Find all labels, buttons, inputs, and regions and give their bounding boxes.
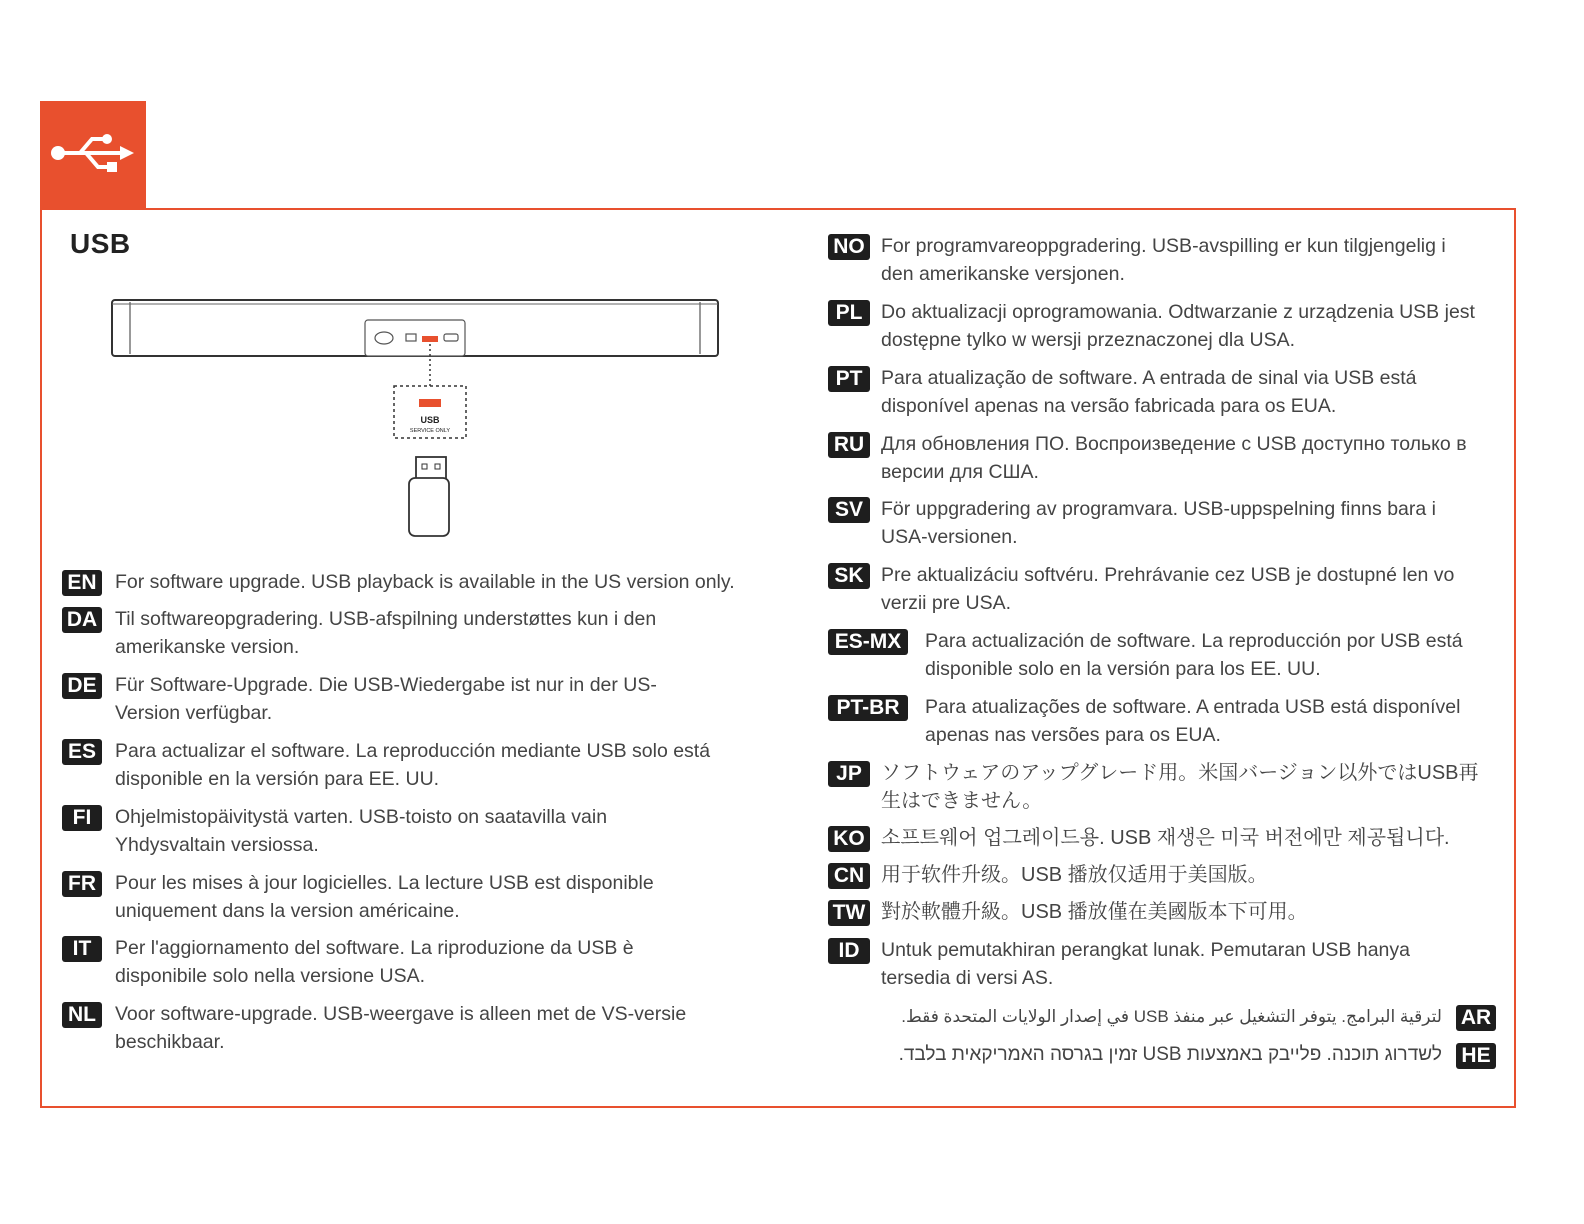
entry-text: Para atualizações de software. A entrada USB está disponível bbox=[925, 696, 1461, 718]
entry-text: لترقية البرامج. يتوفر التشغيل عبر منفذ USB في إصدار الولايات المتحدة فقط. bbox=[901, 1007, 1442, 1026]
entry-text: För uppgradering av programvara. USB-uppspelning finns bara i bbox=[881, 498, 1436, 520]
lang-code-badge: PT-BR bbox=[828, 695, 908, 721]
soundbar-usb-diagram bbox=[108, 292, 728, 542]
lang-code-badge: DA bbox=[62, 607, 102, 633]
entry-text: לשדרוג תוכנה. פלייבק באמצעות USB זמין בגרסה האמריקאית בלבד. bbox=[898, 1044, 1442, 1065]
lang-code-badge: ES-MX bbox=[828, 629, 908, 655]
entry-text-cont: den amerikanske versjonen. bbox=[881, 263, 1125, 285]
lang-code-badge: FR bbox=[62, 871, 102, 897]
entry-it bbox=[62, 936, 634, 990]
entry-text: Do aktualizacji oprogramowania. Odtwarzanie z urządzenia USB jest bbox=[881, 301, 1475, 323]
entry-text-cont: verzii pre USA. bbox=[881, 592, 1012, 614]
entry-text: 用于软件升级。USB 播放仅适用于美国版。 bbox=[881, 864, 1268, 886]
entry-pl bbox=[828, 300, 1475, 354]
entry-text: Для обновления ПО. Воспроизведение с USB доступно только в bbox=[881, 433, 1467, 455]
lang-code-badge: HE bbox=[1456, 1043, 1496, 1069]
entry-text: Para atualização de software. A entrada de sinal via USB está bbox=[881, 367, 1417, 389]
entry-text: Para actualización de software. La reproducción por USB está bbox=[925, 630, 1463, 652]
usb-icon bbox=[40, 101, 146, 208]
entry-text: Pre aktualizáciu softvéru. Prehrávanie cez USB je dostupné len vo bbox=[881, 564, 1455, 586]
entry-text: Untuk pemutakhiran perangkat lunak. Pemutaran USB hanya bbox=[881, 939, 1410, 961]
entry-en bbox=[62, 570, 735, 596]
entry-text: Für Software-Upgrade. Die USB-Wiedergabe ist nur in der US- bbox=[115, 674, 657, 696]
entry-text-cont: disponible en la versión para EE. UU. bbox=[115, 768, 440, 790]
entry-ru bbox=[828, 432, 1467, 486]
entry-text: 對於軟體升級。USB 播放僅在美國版本下可用。 bbox=[881, 901, 1308, 923]
entry-text-cont: disponível apenas na versão fabricada para os EUA. bbox=[881, 395, 1337, 417]
lang-code-badge: TW bbox=[828, 900, 870, 926]
entry-ar bbox=[901, 1005, 1496, 1031]
lang-code-badge: ES bbox=[62, 739, 102, 765]
entry-text-cont: amerikanske version. bbox=[115, 636, 300, 658]
entry-de bbox=[62, 673, 657, 727]
entry-cn bbox=[828, 863, 1268, 889]
entry-no bbox=[828, 234, 1446, 288]
lang-code-badge: DE bbox=[62, 673, 102, 699]
entry-pt bbox=[828, 366, 1417, 420]
entry-text-cont: USA-versionen. bbox=[881, 526, 1018, 548]
entry-text: For programvareoppgradering. USB-avspilling er kun tilgjengelig i bbox=[881, 235, 1446, 257]
lang-code-badge: PL bbox=[828, 300, 870, 326]
entry-text-cont: disponibile solo nella versione USA. bbox=[115, 965, 426, 987]
section-tab bbox=[40, 101, 146, 208]
entry-es bbox=[62, 739, 710, 793]
entry-id bbox=[828, 938, 1410, 992]
entry-jp bbox=[828, 761, 1479, 815]
entry-sv bbox=[828, 497, 1436, 551]
entry-text: ソフトウェアのアップグレード用。米国バージョン以外ではUSB再 bbox=[881, 762, 1479, 784]
lang-code-badge: CN bbox=[828, 863, 870, 889]
entry-text-cont: uniquement dans la version américaine. bbox=[115, 900, 460, 922]
lang-code-badge: EN bbox=[62, 570, 102, 596]
port-label: USB bbox=[420, 415, 440, 425]
entry-fi bbox=[62, 805, 607, 859]
entry-tw bbox=[828, 900, 1308, 926]
entry-text-cont: dostępne tylko w wersji przeznaczonej dla USA. bbox=[881, 329, 1296, 351]
entry-nl bbox=[62, 1002, 686, 1056]
port-sublabel: SERVICE ONLY bbox=[409, 428, 451, 434]
lang-code-badge: ID bbox=[828, 938, 870, 964]
entry-fr bbox=[62, 871, 654, 925]
lang-code-badge: AR bbox=[1456, 1005, 1496, 1031]
entry-text-cont: Yhdysvaltain versiossa. bbox=[115, 834, 319, 856]
entry-text: Para actualizar el software. La reproducción mediante USB solo está bbox=[115, 740, 711, 762]
entry-he bbox=[899, 1043, 1496, 1069]
entry-text-cont: Version verfügbar. bbox=[115, 702, 273, 724]
entry-text-cont: версии для США. bbox=[881, 461, 1039, 483]
section-title: USB bbox=[70, 228, 131, 259]
entry-text-cont: tersedia di versi AS. bbox=[881, 967, 1054, 989]
lang-code-badge: SV bbox=[828, 497, 870, 523]
entry-text: Voor software-upgrade. USB-weergave is alleen met de VS-versie bbox=[115, 1003, 687, 1025]
lang-code-badge: JP bbox=[828, 761, 870, 787]
lang-code-badge: NO bbox=[828, 234, 870, 260]
lang-code-badge: RU bbox=[828, 432, 870, 458]
entry-text: Per l'aggiornamento del software. La riproduzione da USB è bbox=[115, 937, 634, 959]
entry-es-mx bbox=[828, 629, 1463, 683]
entry-sk bbox=[828, 563, 1454, 617]
entry-pt-br bbox=[828, 695, 1461, 749]
device-illustration bbox=[108, 292, 728, 547]
entry-text: 소프트웨어 업그레이드용. USB 재생은 미국 버전에만 제공됩니다. bbox=[881, 827, 1450, 849]
entry-text: Pour les mises à jour logicielles. La lecture USB est disponible bbox=[115, 872, 654, 894]
lang-code-badge: NL bbox=[62, 1002, 102, 1028]
lang-code-badge: SK bbox=[828, 563, 870, 589]
entry-text: Til softwareopgradering. USB-afspilning understøttes kun i den bbox=[115, 608, 657, 630]
entry-text-cont: 生はできません。 bbox=[881, 790, 1043, 812]
entry-text: For software upgrade. USB playback is available in the US version only. bbox=[115, 571, 735, 593]
entry-text-cont: beschikbaar. bbox=[115, 1031, 225, 1053]
entry-text-cont: disponible solo en la versión para los EE. UU. bbox=[925, 658, 1321, 680]
lang-code-badge: FI bbox=[62, 805, 102, 831]
lang-code-badge: PT bbox=[828, 366, 870, 392]
entry-da bbox=[62, 607, 656, 661]
lang-code-badge: IT bbox=[62, 936, 102, 962]
lang-code-badge: KO bbox=[828, 826, 870, 852]
entry-text: Ohjelmistopäivitystä varten. USB-toisto on saatavilla vain bbox=[115, 806, 608, 828]
entry-text-cont: apenas nas versões para os EUA. bbox=[925, 724, 1221, 746]
entry-ko bbox=[828, 826, 1450, 852]
